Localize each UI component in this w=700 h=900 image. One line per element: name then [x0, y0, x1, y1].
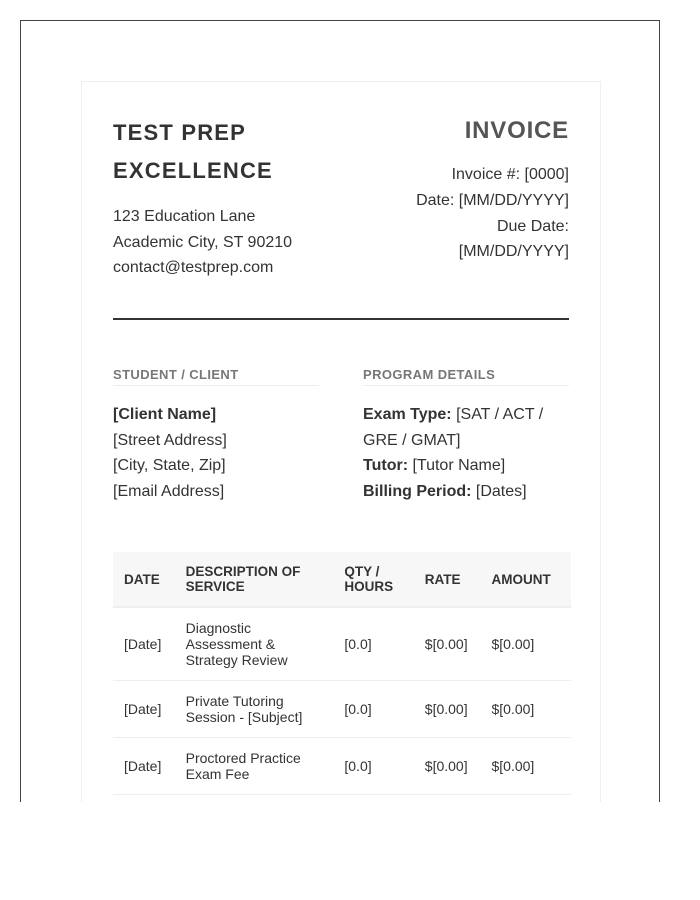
cell-date: [Date] [113, 681, 175, 738]
company-name-line2: EXCELLENCE [113, 158, 273, 183]
cell-amount: $[0.00] [480, 607, 571, 681]
invoice-title: INVOICE [464, 117, 569, 144]
cell-date: [Date] [113, 738, 175, 795]
invoice-date: Date: [MM/DD/YYYY] [416, 191, 569, 209]
cell-description: Diagnostic Assessment & Strategy Review [175, 607, 334, 681]
client-block [113, 367, 319, 504]
tutor-value: [Tutor Name] [408, 457, 506, 475]
table-row [113, 607, 571, 681]
header-amount: AMOUNT [480, 552, 571, 607]
tutor-row [363, 453, 569, 479]
company-address [113, 204, 313, 281]
client-email: [Email Address] [113, 482, 225, 500]
invoice-number: Invoice #: [0000] [451, 166, 569, 183]
billing-row [363, 479, 569, 505]
page-frame [20, 20, 660, 802]
company-name-line1: TEST PREP [113, 120, 247, 145]
company-city: Academic City, ST 90210 [113, 233, 293, 251]
cell-rate: $[0.00] [414, 681, 481, 738]
client-name: [Client Name] [113, 406, 217, 423]
exam-type-label: Exam Type: [363, 406, 452, 423]
services-table [113, 552, 571, 795]
billing-label: Billing Period: [363, 482, 472, 500]
cell-description: Proctored Practice Exam Fee [175, 738, 334, 795]
table-row [113, 738, 571, 795]
cell-qty: [0.0] [333, 681, 413, 738]
header-date: DATE [113, 552, 175, 607]
client-heading: STUDENT / CLIENT [113, 367, 319, 386]
table-header-row [113, 552, 571, 607]
client-street: [Street Address] [113, 431, 227, 449]
billing-value: [Dates] [471, 482, 527, 500]
exam-type-value: [SAT / ACT / GRE / GMAT] [363, 406, 544, 449]
table-row [113, 681, 571, 738]
company-name [113, 114, 313, 190]
invoice-meta [399, 114, 569, 265]
company-block [113, 114, 313, 281]
client-details [113, 402, 319, 504]
cell-rate: $[0.00] [414, 738, 481, 795]
cell-date: [Date] [113, 607, 175, 681]
cell-description: Private Tutoring Session - [Subject] [175, 681, 334, 738]
cell-amount: $[0.00] [480, 738, 571, 795]
program-heading: PROGRAM DETAILS [363, 367, 569, 386]
program-details [363, 402, 569, 504]
invoice-meta-lines [399, 162, 569, 265]
cell-qty: [0.0] [333, 607, 413, 681]
invoice-due-label: Due Date: [496, 217, 569, 235]
program-block [363, 367, 569, 504]
header-rate: RATE [414, 552, 481, 607]
header-qty: QTY / HOURS [333, 552, 413, 607]
cell-qty: [0.0] [333, 738, 413, 795]
cell-amount: $[0.00] [480, 681, 571, 738]
company-street: 123 Education Lane [113, 208, 256, 225]
tutor-label: Tutor: [363, 457, 409, 475]
company-email: contact@testprep.com [113, 259, 274, 276]
client-city: [City, State, Zip] [113, 457, 226, 475]
invoice-header [113, 114, 569, 320]
invoice-document [81, 81, 601, 802]
cell-rate: $[0.00] [414, 607, 481, 681]
header-description: DESCRIPTION OF SERVICE [175, 552, 334, 607]
parties-section [113, 367, 569, 504]
exam-type-row [363, 402, 569, 453]
invoice-due-value: [MM/DD/YYYY] [458, 243, 569, 261]
